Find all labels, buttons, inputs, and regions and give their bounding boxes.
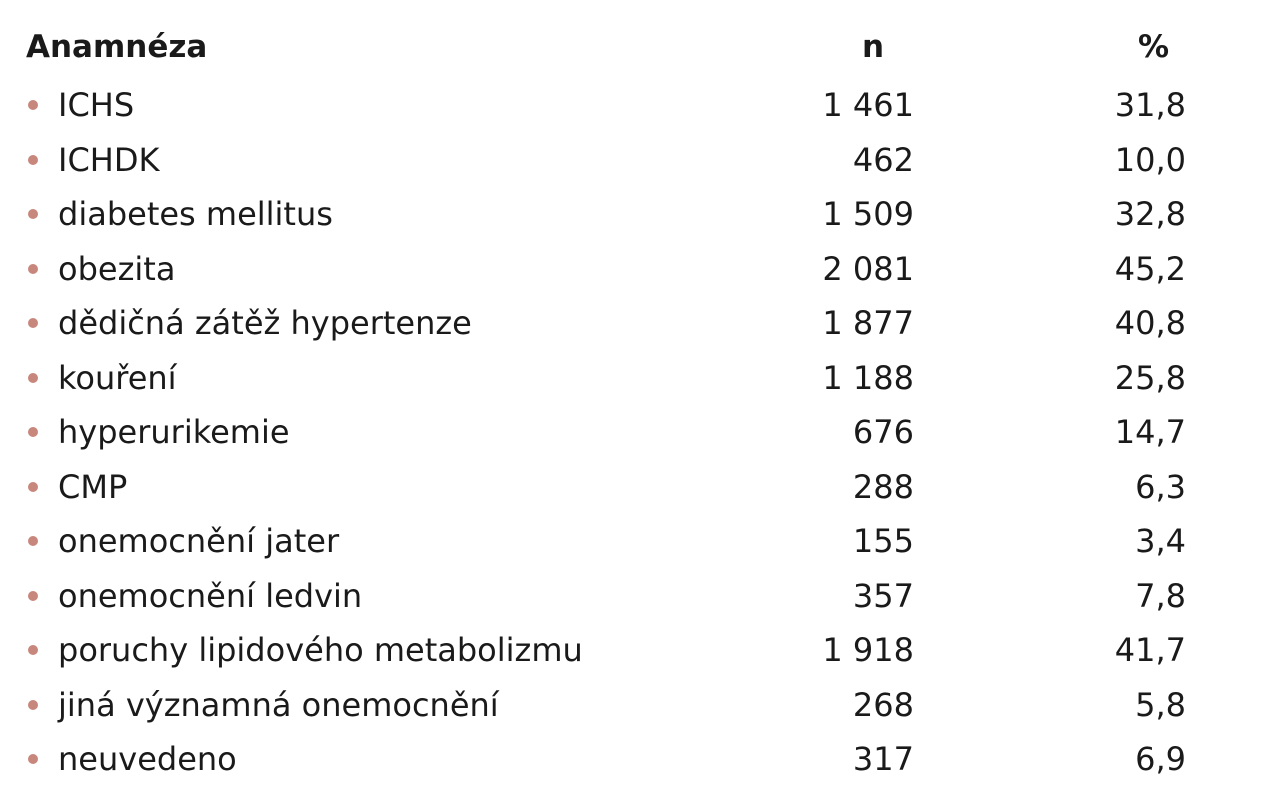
row-count: 1 188 [822, 358, 914, 397]
bullet-icon [28, 100, 38, 110]
row-count: 462 [852, 140, 914, 179]
row-percent: 40,8 [1114, 304, 1186, 342]
row-count: 1 509 [822, 195, 914, 233]
bullet-icon [28, 591, 38, 601]
row-label: dědičná zátěž hypertenze [58, 304, 472, 342]
table-row [0, 296, 1271, 350]
row-percent: 7,8 [1135, 576, 1186, 615]
bullet-icon [28, 209, 38, 219]
table-row [0, 405, 1271, 459]
row-count: 268 [852, 685, 914, 724]
bullet-icon [28, 155, 38, 165]
row-count: 357 [852, 576, 914, 615]
row-label: kouření [58, 358, 177, 397]
row-percent: 25,8 [1114, 358, 1186, 397]
row-count: 288 [852, 467, 914, 506]
row-percent: 32,8 [1114, 195, 1186, 233]
row-label: onemocnění jater [58, 522, 340, 560]
row-label: poruchy lipidového metabolizmu [58, 631, 583, 669]
bullet-icon [28, 754, 38, 764]
table-row [0, 242, 1271, 296]
bullet-icon [28, 482, 38, 492]
table-row [0, 623, 1271, 677]
bullet-icon [28, 536, 38, 546]
row-count: 1 461 [822, 86, 914, 124]
table-row [0, 78, 1271, 132]
row-count: 1 918 [822, 631, 914, 669]
row-percent: 6,9 [1135, 740, 1186, 778]
table-row [0, 187, 1271, 241]
column-header-n: n [862, 29, 885, 65]
row-percent: 5,8 [1135, 685, 1186, 724]
table-row [0, 351, 1271, 405]
row-label: onemocnění ledvin [58, 576, 363, 615]
row-label: ICHDK [58, 140, 160, 179]
row-percent: 14,7 [1114, 413, 1186, 451]
row-percent: 3,4 [1135, 522, 1186, 560]
table-row [0, 678, 1271, 732]
column-header-percent: % [1138, 29, 1170, 65]
row-label: CMP [58, 467, 128, 506]
row-label: hyperurikemie [58, 413, 290, 451]
bullet-icon [28, 318, 38, 328]
column-header-anamneza: Anamnéza [26, 29, 208, 65]
row-label: diabetes mellitus [58, 195, 333, 233]
table-row [0, 133, 1271, 187]
row-percent: 31,8 [1114, 86, 1186, 124]
row-percent: 41,7 [1114, 631, 1186, 669]
bullet-icon [28, 427, 38, 437]
table-row [0, 732, 1271, 786]
bullet-icon [28, 645, 38, 655]
row-percent: 10,0 [1114, 140, 1186, 179]
row-count: 317 [852, 740, 914, 778]
table-row [0, 460, 1271, 514]
row-percent: 6,3 [1135, 467, 1186, 506]
row-label: ICHS [58, 86, 135, 124]
row-count: 2 081 [822, 249, 914, 288]
table-row [0, 514, 1271, 568]
bullet-icon [28, 264, 38, 274]
row-count: 155 [852, 522, 914, 560]
row-percent: 45,2 [1114, 249, 1186, 288]
bullet-icon [28, 373, 38, 383]
row-label: obezita [58, 249, 176, 288]
table-header [0, 20, 1271, 74]
row-label: jiná významná onemocnění [58, 685, 499, 724]
bullet-icon [28, 700, 38, 710]
row-label: neuvedeno [58, 740, 237, 778]
row-count: 676 [852, 413, 914, 451]
row-count: 1 877 [822, 304, 914, 342]
table-row [0, 569, 1271, 623]
